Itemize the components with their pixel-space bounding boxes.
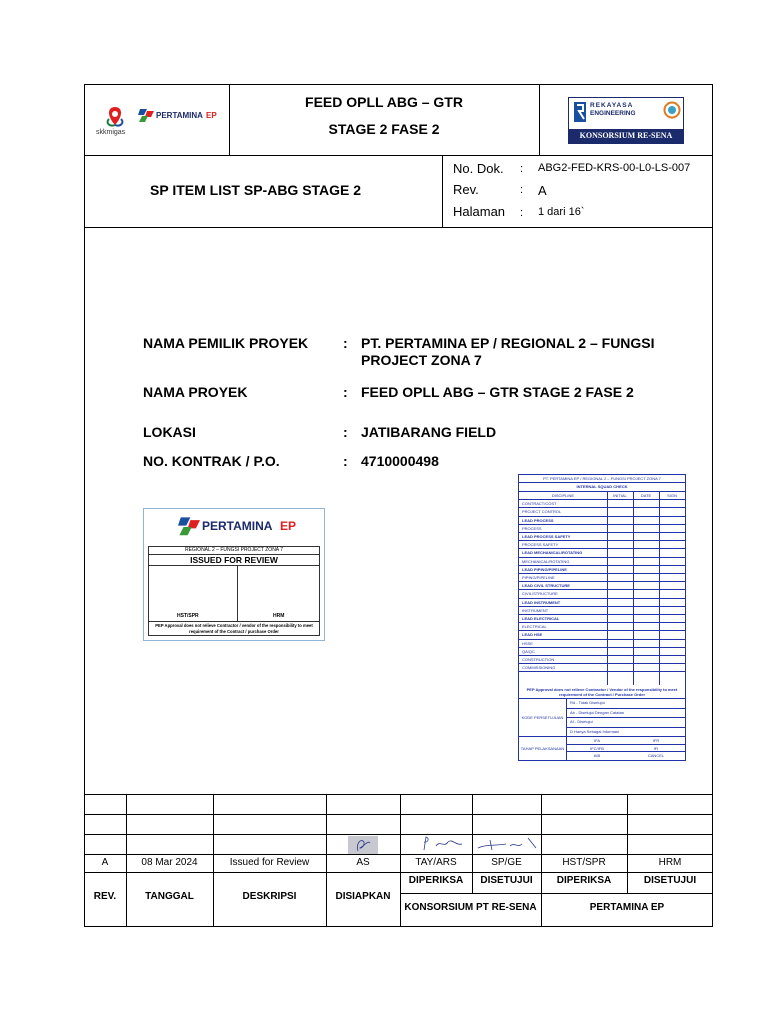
signoff-col-date: DATE: [640, 492, 652, 498]
rev-header-description: DESKRIPSI: [242, 891, 297, 902]
rev-table-line-4: [84, 872, 713, 873]
rev-row-approved1: SP/GE: [491, 857, 522, 868]
signoff-column-header: [519, 492, 685, 500]
rekayasa-logo: [568, 97, 684, 144]
signoff-codes: [567, 699, 685, 737]
sena-logo-icon: [663, 101, 681, 119]
rev-header-checked2: DIPERIKSA: [556, 875, 612, 886]
owner-sep: :: [343, 335, 348, 351]
doc-number-label: No. Dok.: [453, 161, 504, 176]
rev-header-checked1: DIPERIKSA: [408, 875, 464, 886]
signoff-stages: [567, 737, 685, 760]
signoff-title: PT. PERTAMINA EP / REGIONAL 2 – FUNGSI PROJECT ZONA 7: [519, 475, 685, 483]
rev-sep: :: [520, 184, 524, 196]
header-vline-3: [442, 155, 443, 227]
signoff-row: LEAD HSE: [519, 631, 685, 639]
rev-header-rev: REV.: [93, 891, 117, 902]
signoff-row: PROCESS: [519, 525, 685, 533]
rev-table-line-1: [84, 814, 713, 815]
signoff-row: MECHANICAL/ROTATING: [519, 558, 685, 566]
signoff-row: ELECTRICAL: [519, 623, 685, 631]
signoff-code-label: KODE PERSETUJUAN: [519, 699, 567, 737]
signoff-col-initial: INITIAL: [613, 492, 627, 498]
rev-header-prepared: DISIAPKAN: [335, 891, 391, 902]
project-title-line2: STAGE 2 FASE 2: [328, 121, 440, 137]
rev-header-date: TANGGAL: [145, 891, 194, 902]
page-value: 1 dari 16`: [538, 206, 585, 218]
signoff-stage-ifr: IFR: [652, 738, 660, 743]
contract-value: 4710000498: [361, 453, 439, 469]
signoff-code-4: D Hanya Sebagai Informasi: [567, 728, 685, 738]
skkmigas-label: skkmigas: [96, 129, 126, 136]
signoff-row: HSSE: [519, 640, 685, 648]
rev-table-top: [84, 794, 713, 795]
signoff-code-2: Ab - Disetujui Dengan Catatan: [567, 709, 685, 719]
signoff-code-3: Af - Disetujui: [567, 718, 685, 728]
header-divider-2: [84, 227, 713, 228]
rev-row-description: Issued for Review: [229, 857, 310, 868]
signoff-row: LEAD ELECTRICAL: [519, 615, 685, 623]
doc-number-sep: :: [520, 163, 524, 175]
signoff-col-line-1: [607, 492, 608, 685]
location-label: LOKASI: [143, 424, 196, 440]
signoff-row: LEAD PROCESS: [519, 517, 685, 525]
page-sep: :: [520, 207, 524, 219]
rekayasa-line2: ENGINEERING: [590, 110, 636, 117]
doc-number-value: ABG2-FED-KRS-00-L0-LS-007: [538, 162, 691, 174]
signoff-stage-ifa: IFA: [593, 738, 600, 743]
signoff-stage-aib: AIB: [593, 753, 601, 759]
signoff-row: LEAD PIPING/PIPELINE: [519, 566, 685, 574]
signoff-row: LEAD INSTRUMENT: [519, 599, 685, 607]
rev-row-prepared: AS: [356, 857, 370, 868]
review-stamp-region: REGIONAL 2 – FUNGSI PROJECT ZONA 7: [148, 546, 320, 554]
signoff-disclaimer: PEP Approval does not relieve Contractor / Vendor of the responsibility to meet requirement of the Contract / Purchase Order: [519, 685, 685, 699]
review-stamp-status: ISSUED FOR REVIEW: [148, 554, 320, 566]
signoff-col-line-3: [659, 492, 660, 685]
signoff-row: PROJECT CONTROL: [519, 508, 685, 516]
review-stamp-sign-area: [148, 566, 320, 622]
review-stamp: [143, 508, 325, 641]
skkmigas-logo: [96, 105, 134, 145]
rekayasa-line1: REKAYASA: [590, 102, 634, 109]
rev-row-approved2: HRM: [658, 857, 682, 868]
pertamina-mark-icon: [138, 109, 154, 123]
signoff-table: [518, 474, 686, 761]
rev-row-checked2: HST/SPR: [562, 857, 606, 868]
project-name-value: FEED OPLL ABG – GTR STAGE 2 FASE 2: [361, 384, 634, 400]
location-value: JATIBARANG FIELD: [361, 424, 497, 440]
pertamina-wordmark: PERTAMINA: [156, 111, 203, 120]
rev-header-approved2: DISETUJUI: [643, 875, 697, 886]
project-title-line1: FEED OPLL ABG – GTR: [305, 94, 463, 110]
rev-header-group2: PERTAMINA EP: [589, 902, 665, 913]
review-stamp-right-sign: HRM: [273, 613, 285, 619]
review-stamp-disclaimer: PEP Approval does not relieve Contractor / vendor of the responsibility to meet requirement of the Contract / purchase Order: [148, 622, 320, 636]
contract-label: NO. KONTRAK / P.O.: [143, 453, 280, 469]
konsorsium-banner: KONSORSIUM RE-SENA: [569, 129, 683, 143]
signoff-row: CONTRACT/COST: [519, 500, 685, 508]
review-stamp-brand: PERTAMINA: [202, 519, 273, 533]
rev-row-rev: A: [101, 857, 109, 868]
rev-header-group1: KONSORSIUM PT RE-SENA: [404, 902, 537, 913]
signature-prepared: [348, 836, 378, 854]
skkmigas-mark-icon: [96, 105, 134, 145]
signoff-row: CIVIL/STRUCTURE: [519, 590, 685, 598]
signoff-stage-label: TAHAP PELAKSANAAN: [519, 737, 567, 760]
pertamina-stamp-mark-icon: [178, 517, 200, 537]
owner-label: NAMA PEMILIK PROYEK: [143, 335, 309, 351]
header-divider-1: [84, 155, 713, 156]
signoff-stage-ifc: IFC/IFB: [590, 745, 604, 751]
review-stamp-divider: [237, 566, 238, 621]
signoff-row: PROCESS SAFETY: [519, 541, 685, 549]
signoff-stage-ifi: IFI: [653, 745, 659, 751]
project-name-sep: :: [343, 384, 348, 400]
rev-table-line-3: [84, 854, 713, 855]
review-stamp-logo: [144, 509, 324, 545]
rev-label: Rev.: [453, 182, 479, 197]
signoff-col-line-2: [633, 492, 634, 685]
signoff-row: INSTRUMENT: [519, 607, 685, 615]
rev-value: A: [538, 183, 547, 198]
rev-row-checked1: TAY/ARS: [415, 857, 457, 868]
signoff-stage-row-3: [567, 752, 685, 760]
rev-table-line-5: [400, 893, 713, 894]
header-vline-2: [539, 84, 540, 155]
owner-value: PT. PERTAMINA EP / REGIONAL 2 – FUNGSI PROJECT ZONA 7: [361, 335, 655, 368]
signoff-stage-row-1: [567, 737, 685, 745]
signoff-stage-cancel: CANCEL: [647, 753, 665, 759]
project-name-label: NAMA PROYEK: [143, 384, 248, 400]
signoff-code-1: Rd - Tidak Disetujui: [567, 699, 685, 709]
signoff-row: LEAD CIVIL STRUCTURE: [519, 582, 685, 590]
signoff-row: CONSTRUCTION: [519, 656, 685, 664]
signature-checked1-icon: [418, 834, 468, 854]
signature-approved1-icon: [476, 834, 540, 854]
signoff-subtitle: INTERNAL SQUAD CHECK: [519, 483, 685, 491]
pertamina-logo-header: [138, 108, 228, 128]
review-stamp-left-sign: HST/SPR: [177, 613, 199, 619]
page-label: Halaman: [453, 204, 506, 219]
signoff-row: PIPING/PIPELINE: [519, 574, 685, 582]
document-title: SP ITEM LIST SP-ABG STAGE 2: [150, 182, 362, 198]
signoff-row: COMMISSIONING: [519, 664, 685, 672]
rev-row-date: 08 Mar 2024: [141, 857, 198, 868]
rekayasa-mark-icon: [573, 101, 587, 123]
rev-table-line-2: [84, 834, 713, 835]
pertamina-ep-mark: EP: [206, 111, 217, 120]
signoff-stage-row-2: [567, 745, 685, 753]
contract-sep: :: [343, 453, 348, 469]
signoff-row: QA/QC: [519, 648, 685, 656]
signoff-col-sign: SIGN: [667, 492, 677, 498]
location-sep: :: [343, 424, 348, 440]
review-stamp-brand-suffix: EP: [280, 519, 297, 533]
signoff-row: LEAD PROCESS SAFETY: [519, 533, 685, 541]
rev-header-approved1: DISETUJUI: [480, 875, 533, 886]
signoff-col-discipline: DISCIPLINE: [551, 492, 575, 498]
signoff-row: LEAD MECHANICAL/ROTATING: [519, 549, 685, 557]
signature-as-icon: [348, 836, 378, 854]
